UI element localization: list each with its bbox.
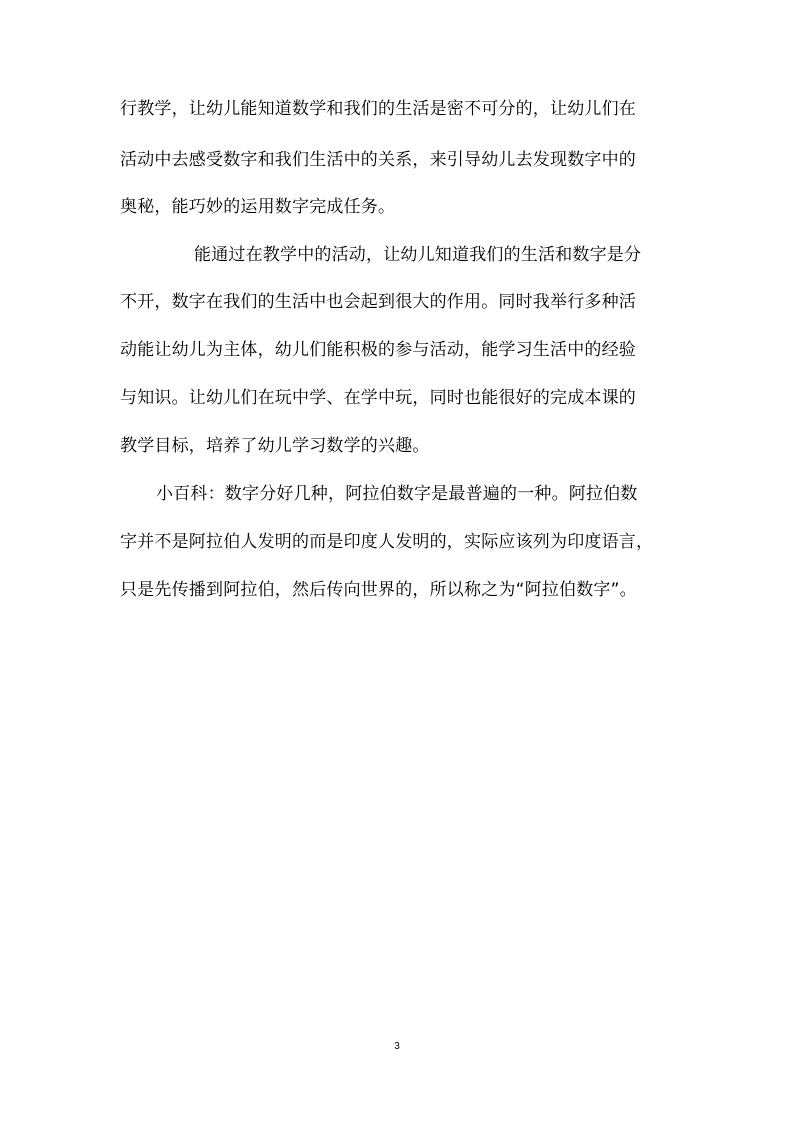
paragraph-line: 动能让幼儿为主体，幼儿们能积极的参与活动，能学习生活中的经验 xyxy=(120,340,636,360)
paragraph-line: 教学目标，培养了幼儿学习数学的兴趣。 xyxy=(120,436,430,456)
paragraph-line: 与知识。让幼儿们在玩中学、在学中玩，同时也能很好的完成本课的 xyxy=(120,388,636,408)
paragraph-line: 能通过在教学中的活动，让幼儿知道我们的生活和数字是分 xyxy=(194,245,642,265)
paragraph-line: 字并不是阿拉伯人发明的而是印度人发明的，实际应该列为印度语言， xyxy=(120,532,654,552)
paragraph-line: 只是先传播到阿拉伯，然后传向世界的，所以称之为“阿拉伯数字”。 xyxy=(120,580,637,600)
paragraph-line: 不开，数字在我们的生活中也会起到很大的作用。同时我举行多种活 xyxy=(120,292,636,312)
paragraph-line: 奥秘，能巧妙的运用数字完成任务。 xyxy=(120,197,396,217)
paragraph-line: 活动中去感受数字和我们生活中的关系，来引导幼儿去发现数字中的 xyxy=(120,150,636,170)
paragraph-line: 小百科：数字分好几种，阿拉伯数字是最普遍的一种。阿拉伯数 xyxy=(156,484,638,504)
page-number: 3 xyxy=(394,1041,400,1052)
paragraph-line: 行教学，让幼儿能知道数学和我们的生活是密不可分的，让幼儿们在 xyxy=(120,99,636,119)
